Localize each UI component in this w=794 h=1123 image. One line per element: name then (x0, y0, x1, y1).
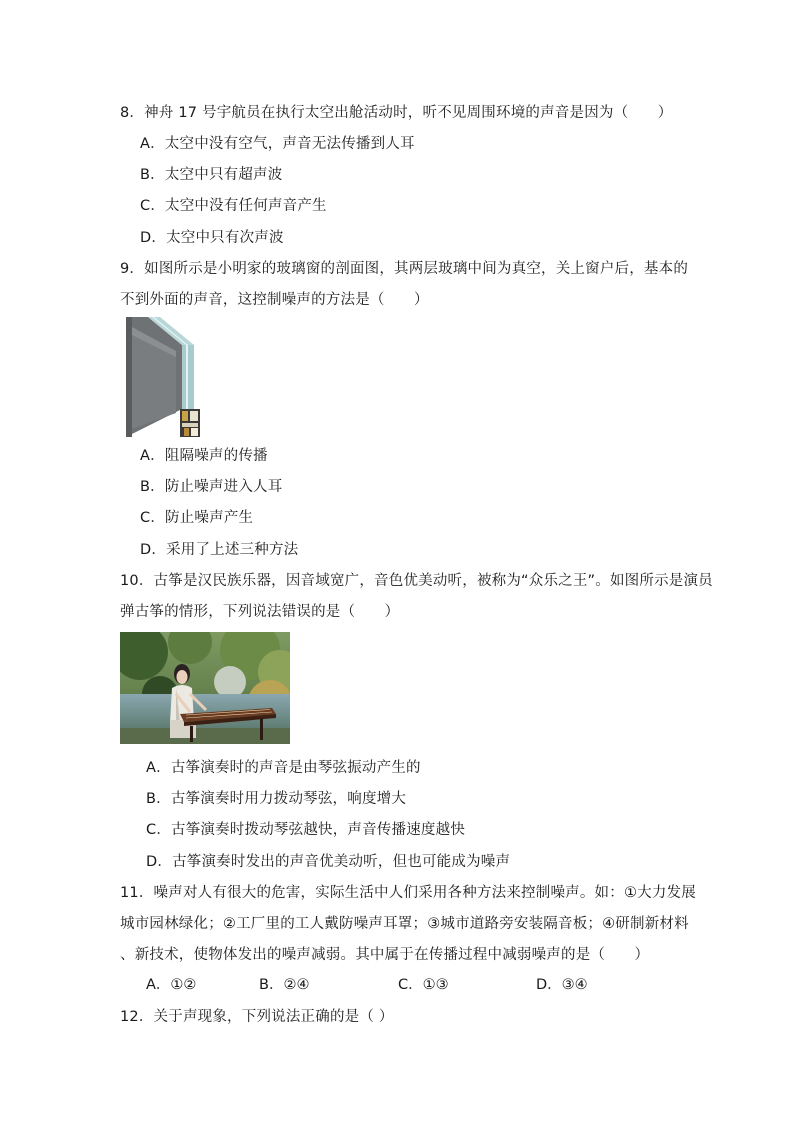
question-10-stem-line2: 弹古筝的情形，下列说法错误的是（ ） (120, 604, 400, 620)
q9-option-c: C．防止噪声产生 (140, 510, 254, 526)
q8-option-c: C．太空中没有任何声音产生 (140, 198, 327, 214)
q11-option-b: B．②④ (259, 977, 310, 993)
question-12-stem: 12．关于声现象，下列说法正确的是（ ） (120, 1009, 394, 1025)
q11-option-d: D．③④ (536, 977, 588, 993)
q11-options-row (0, 975, 794, 995)
q8-option-b: B．太空中只有超声波 (140, 167, 283, 183)
q10-option-c: C．古筝演奏时拨动琴弦越快，声音传播速度越快 (146, 822, 466, 838)
q11-option-c: C．①③ (398, 977, 449, 993)
q9-option-d: D．采用了上述三种方法 (140, 542, 299, 558)
question-9-stem-line1: 9．如图所示是小明家的玻璃窗的剖面图，其两层玻璃中间为真空，关上窗户后，基本的 (120, 261, 689, 277)
q8-option-a: A．太空中没有空气，声音无法传播到人耳 (140, 136, 415, 152)
question-8-stem: 8．神舟 17 号宇航员在执行太空出舱活动时，听不见周围环境的声音是因为（ ） (120, 105, 673, 121)
window-cross-section-image (126, 317, 200, 437)
guzheng-performer-photo (120, 632, 290, 744)
q9-option-b: B．防止噪声进入人耳 (140, 479, 283, 495)
q8-option-d: D．太空中只有次声波 (140, 230, 284, 246)
q10-option-b: B．古筝演奏时用力拨动琴弦，响度增大 (146, 791, 407, 807)
question-11-stem-line1: 11．噪声对人有很大的危害，实际生活中人们采用各种方法来控制噪声。如：①大力发展 (120, 885, 696, 901)
question-10-stem-line1: 10．古筝是汉民族乐器，因音域宽广，音色优美动听，被称为“众乐之王”。如图所示是演员 (120, 573, 713, 589)
question-9-stem-line2: 不到外面的声音，这控制噪声的方法是（ ） (120, 292, 429, 308)
q10-option-d: D．古筝演奏时发出的声音优美动听，但也可能成为噪声 (146, 854, 511, 870)
question-11-stem-line3: 、新技术，使物体发出的噪声减弱。其中属于在传播过程中减弱噪声的是（ ） (120, 947, 650, 963)
q9-option-a: A．阻隔噪声的传播 (140, 448, 268, 464)
question-11-stem-line2: 城市园林绿化；②工厂里的工人戴防噪声耳罩；③城市道路旁安装隔音板；④研制新材料 (120, 916, 689, 932)
q10-option-a: A．古筝演奏时的声音是由琴弦振动产生的 (146, 760, 421, 776)
q11-option-a: A．①② (146, 977, 197, 993)
